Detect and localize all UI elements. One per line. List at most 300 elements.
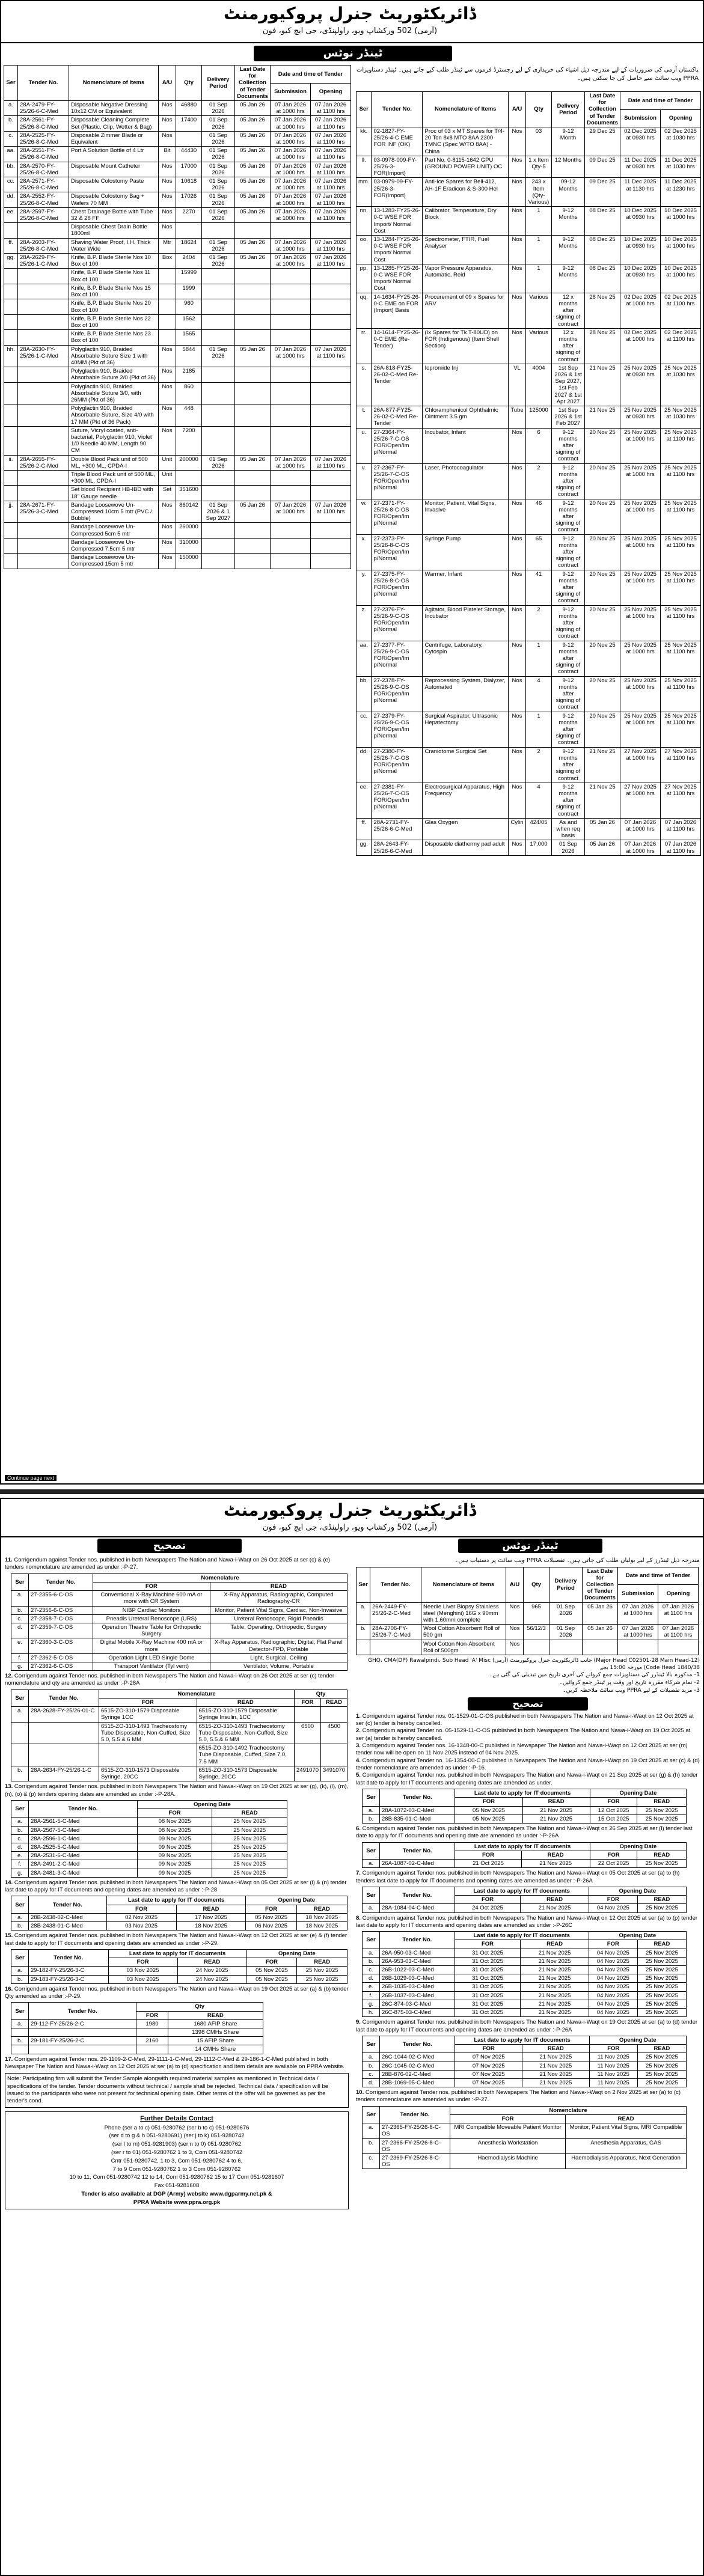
qty-cell: 1562 (176, 314, 202, 329)
opening-cell (311, 284, 351, 299)
corr-13: 13. Corrigendum against Tender nos. published in both Newspapers The Nation and Nawa-i-Waqt on 19 Oct 2025 at ser (g), (k), (l), (m), (n), (o) & (p) tenders opening dates are amended as under :-P-28A. (5, 1783, 349, 1798)
last-date-cell: 05 Jan 26 (235, 147, 271, 162)
header-cell: Nomenclature of Items (421, 1567, 506, 1602)
open-for-cell: 11 Nov 2025 (589, 2070, 637, 2078)
opening-cell (658, 1640, 699, 1655)
header-cell: Ser (363, 1842, 380, 1859)
item-cell: Suture, Vicryl coated, anti-bacterial, Polyglactin 910, Violet 1/0 Needle 40 MM, Length 90 CM (69, 426, 159, 455)
last-date-cell: 20 Nov 25 (585, 534, 620, 570)
open-read-cell: 25 Nov 2025 (637, 1904, 686, 1912)
corr-r2: 2. Corrigendum against Tender no. 05-1529-11-C-OS published in both Newspapers The Nation and Nawa-i-Waqt on 19 Oct 2025 at ser (a) tender is hereby cancelled. (356, 1727, 691, 1742)
submission-cell (271, 284, 311, 299)
item-cell: Vapor Pressure Apparatus, Automatic, Reid (423, 264, 509, 293)
header-cell: Tender No. (380, 2036, 455, 2053)
header-cell: Opening (658, 1585, 699, 1603)
submission-cell (271, 269, 311, 284)
delivery-cell: 9-12 months after signing of contract (552, 605, 585, 641)
open-read-cell: 25 Nov 2025 (637, 1814, 687, 1823)
table-row (357, 1640, 699, 1655)
open-read-cell: 25 Nov 2025 (637, 1949, 686, 1957)
au-cell: Nos (159, 345, 176, 367)
open-for-cell: 04 Nov 2025 (589, 1974, 637, 1983)
table-row (357, 712, 701, 747)
table-header-row (363, 1932, 687, 1940)
corr-r7: 7. Corrigendum against Tender nos. published in both Newspapers The Nation and Nawa-i-Waqt on 05 Oct 2025 at ser (a) to (h) tenders last date to apply for IT documents and opening dates are amended as under :-P-26A (356, 1870, 680, 1884)
opening-cell: 02 Dec 2025 at 1100 hrs (661, 328, 701, 364)
table-header-row (11, 1949, 347, 1958)
table-row (357, 747, 701, 783)
header-cell: FOR (455, 1798, 522, 1806)
open-for-cell: 04 Nov 2025 (589, 2000, 637, 2008)
ld-for-cell: 03 Nov 2025 (106, 1922, 176, 1930)
opening-cell: 27 Nov 2025 at 1100 hrs (661, 747, 701, 783)
qty-read-cell: 3491070 (321, 1766, 347, 1781)
last-date-cell (235, 538, 271, 553)
submission-cell (271, 382, 311, 404)
au-cell: Nos (159, 367, 176, 382)
header-cell: Last date to apply for IT documents (455, 2036, 589, 2044)
qty-cell (524, 1640, 549, 1655)
tender-no-cell: 02-1827-FY-25/26-4-C EME FOR INF (OK) (372, 127, 423, 156)
ser-cell: c. (4, 131, 18, 146)
table-row (363, 2053, 687, 2062)
submission-cell: 02 Dec 2025 at 0930 hrs (620, 127, 661, 156)
table-row (363, 1957, 687, 1965)
qty-cell: 2 (526, 605, 552, 641)
header-cell: Delivery Period (549, 1567, 583, 1602)
header-cell: FOR (455, 1896, 521, 1904)
qty-cell: 860142 (176, 501, 202, 523)
au-cell: Nos (509, 534, 526, 570)
table-row (11, 2037, 263, 2045)
tender-no-cell: 28A-1084-04-C-Med (380, 1904, 455, 1912)
ser-cell (4, 470, 18, 485)
tender-no-cell: 28A-2671-FY-25/26-3-C-Med (18, 501, 69, 523)
tender-no-cell: 28A-2596-1-C-Med (29, 1834, 138, 1843)
qty-cell: 1 x Item Qty-5 (526, 156, 552, 178)
ser-cell (11, 1722, 29, 1744)
table-row (357, 676, 701, 712)
ld-read-cell: 21 Nov 2025 (521, 1860, 590, 1868)
qty-cell: 2270 (176, 207, 202, 222)
ser-cell: a. (11, 1591, 29, 1606)
for-cell: Digital Mobile X-Ray Machine 400 mA or more (93, 1638, 210, 1653)
last-date-cell: 21 Nov 25 (585, 406, 620, 428)
header-cell: Nomenclature (99, 1689, 295, 1698)
last-date-cell: 05 Jan 26 (235, 131, 271, 146)
tender-no-cell: 28A-2731-FY-25/26-6-C-Med (372, 818, 423, 840)
opening-cell: 07 Jan 2026 at 1100 hrs (311, 207, 351, 222)
last-date-cell: 08 Dec 25 (585, 264, 620, 293)
ser-cell: d. (363, 2078, 380, 2087)
table-row (363, 2000, 687, 2008)
header-cell: Delivery Period (552, 92, 585, 127)
read-cell: X-Ray Apparatus, Radiographic, Digital, Flat Panel Detector-FPD, Portable (210, 1638, 347, 1653)
header-cell: Submission (618, 1585, 658, 1603)
au-cell (159, 314, 176, 329)
table-row (4, 382, 351, 404)
qty-cell: 4 (526, 783, 552, 818)
for-cell: 09 Nov 2025 (137, 1852, 212, 1860)
header-cell: FOR (93, 1582, 210, 1590)
tender-no-cell: 28A-2603-FY-25/26-8-C-Med (18, 238, 69, 253)
qty-cell: 6 (526, 428, 552, 463)
au-cell: Nos (509, 463, 526, 499)
qty-cell: 310000 (176, 538, 202, 553)
header-cell: Opening Date (590, 1789, 686, 1798)
header-cell: FOR (246, 1905, 296, 1913)
table-row (11, 1852, 287, 1860)
last-date-cell (235, 486, 271, 501)
header-cell: Last date to apply for IT documents (455, 1932, 589, 1940)
qty-read-cell (321, 1744, 347, 1766)
tender-no-cell (29, 2028, 136, 2037)
qty-cell: 5844 (176, 345, 202, 367)
table-row (363, 2078, 687, 2087)
ser-cell: e. (11, 1638, 29, 1653)
header-cell: FOR (589, 1896, 637, 1904)
ser-cell (4, 299, 18, 314)
qty-for-cell: 6500 (295, 1722, 321, 1744)
submission-cell (271, 470, 311, 485)
tender-no-cell: 03-0978-009-FY-25/26-3-FOR(Import) (372, 156, 423, 178)
au-cell: Nos (159, 404, 176, 427)
ser-cell: f. (11, 1653, 29, 1662)
submission-cell: 07 Jan 2026 at 1000 hrs (271, 345, 311, 367)
submission-cell: 25 Nov 2025 at 1000 hrs (620, 676, 661, 712)
ld-read-cell: 17 Nov 2025 (176, 1913, 246, 1921)
qty-cell: 448 (176, 404, 202, 427)
header-cell: READ (321, 1699, 347, 1707)
tender-no-cell (18, 367, 69, 382)
opening-cell (311, 554, 351, 569)
corr-r1: 1. Corrigendum against Tender nos. 01-1529-01-C-OS published in both Newspapers The Nation and Nawa-i-Waqt on 12 Oct 2025 at ser (c) tender is hereby cancelled. (356, 1712, 694, 1727)
ser-cell (11, 1744, 29, 1766)
last-date-cell (235, 470, 271, 485)
header-cell: Qty (136, 2003, 263, 2011)
opening-cell: 07 Jan 2026 at 1100 hrs (311, 238, 351, 253)
header-cell: Last date to apply for IT documents (455, 1789, 590, 1798)
delivery-cell: 01 Sep 2026 (202, 192, 235, 207)
table-row (363, 1974, 687, 1983)
tender-no-cell: 27-2355-6-C-OS (29, 1591, 93, 1606)
last-date-cell: 05 Jan 26 (235, 501, 271, 523)
ser-cell: b. (11, 1606, 29, 1614)
qty-cell: 1565 (176, 330, 202, 345)
qty-cell: 44430 (176, 147, 202, 162)
ad1-banner: ٹینڈر نوٹس (254, 46, 452, 61)
ld-for-cell: 02 Nov 2025 (106, 1913, 176, 1921)
delivery-cell (202, 284, 235, 299)
delivery-cell: 9-12 Month (552, 127, 585, 156)
header-cell: Opening Date (590, 1842, 686, 1851)
delivery-cell: 09-12 Months (552, 178, 585, 207)
submission-cell: 25 Nov 2025 at 0930 hrs (620, 406, 661, 428)
tender-no-cell: 14-1634-FY25-26-0-C EME on FOR (Import) Basis (372, 293, 423, 328)
header-cell: FOR (590, 1798, 637, 1806)
open-read-cell: 25 Nov 2025 (297, 1975, 347, 1983)
last-date-cell: 20 Nov 25 (585, 641, 620, 676)
tender-no-cell: 29-181-FY-25/26-2-C (29, 2037, 136, 2045)
last-date-cell (583, 1640, 618, 1655)
read-cell: 6515-ZO-310-1492 Tracheostomy Tube Disposable, Cuffed, Size 7.0, 7.5 MM (197, 1744, 295, 1766)
tender-no-cell: 26A-877-FY25-26-02-C-Med Re-Tender (372, 406, 423, 428)
tender-no-cell (29, 1744, 99, 1766)
tender-no-cell: 26A-818-FY25-26-02-C-Med Re-Tender (372, 364, 423, 406)
ld-for-cell: 03 Nov 2025 (108, 1975, 177, 1983)
nomenclature-table (11, 1573, 347, 1671)
for-cell: 6515-ZO-310-1493 Tracheostomy Tube Disposable, Non-Cuffed, Size 5.0, 5.5 & 6 MM (99, 1722, 197, 1744)
open-read-cell: 18 Nov 2025 (296, 1913, 347, 1921)
table-row (357, 236, 701, 264)
corr-table-5 (362, 1789, 687, 1824)
read-cell: Light, Surgical, Ceiling (210, 1653, 347, 1662)
ser-cell (4, 284, 18, 299)
urdu-line: 2- تمام شرکاء مقررہ تاریخ اور وقت پر ٹینڈر جمع کروائیں۔ (559, 1679, 700, 1686)
header-cell: Nomenclature (93, 1573, 347, 1582)
item-cell: Polyglactin 910, Braided Absorbable Suture 2/0 (Pkt of 36) (69, 367, 159, 382)
item-cell: Bandage Loosewove Un-Compressed 7.5cm 5 mtr (69, 538, 159, 553)
qty-cell (176, 131, 202, 146)
item-cell: Disposable Colostomy Paste (69, 177, 159, 192)
tender-no-cell: 26A-953-03-C-Med (380, 1957, 455, 1965)
tender-no-cell: 26A-1087-02-C-Med (380, 1860, 455, 1868)
header-cell: READ (177, 1958, 246, 1967)
qty-for-cell: 2491070 (295, 1766, 321, 1781)
table-header-row (11, 1800, 287, 1808)
au-cell: VL (509, 364, 526, 406)
opening-cell (311, 314, 351, 329)
qty-cell: 41 (526, 570, 552, 605)
tender-no-cell: 27-2378-FY-25/26-9-C-OS FOR/Open/Im p/Normal (372, 676, 423, 712)
opening-cell: 07 Jan 2026 at 1100 hrs (311, 501, 351, 523)
opening-cell: 07 Jan 2026 at 1100 hrs (311, 192, 351, 207)
ser-cell (4, 382, 18, 404)
tender-no-cell: 27-2366-FY-25/26-8-C-OS (380, 2138, 450, 2153)
table-row (363, 1949, 687, 1957)
item-cell: Procurement of 09 x Spares for ARV (423, 293, 509, 328)
table-row (4, 116, 351, 131)
opening-cell: 07 Jan 2026 at 1100 hrs (311, 116, 351, 131)
tender-no-cell: 28B-2438-01-C-Med (29, 1922, 107, 1930)
delivery-cell: 9-12 months after signing of contract (552, 463, 585, 499)
tender-no-cell: 27-2367-FY-25/26-7-C-OS FOR/Open/Im p/Normal (372, 463, 423, 499)
qty-cell: 4 (526, 676, 552, 712)
table-row (4, 486, 351, 501)
tender-no-cell: 29-182-FY-25/26-3-C (29, 1967, 109, 1975)
ser-cell: nn. (357, 207, 372, 236)
for-cell (99, 1744, 197, 1766)
table-row (363, 1904, 687, 1912)
ad2-tender-table (356, 1567, 699, 1655)
header-cell: Tender No. (370, 1567, 421, 1602)
header-cell: Date and time of Tender (618, 1567, 699, 1585)
tender-no-cell (18, 404, 69, 427)
last-date-cell (235, 367, 271, 382)
tender-no-cell: 28B-835-01-C-Med (380, 1814, 455, 1823)
au-cell: Nos (509, 264, 526, 293)
tender-no-cell: 14-1614-FY25-26-0-C EME (Re-Tender) (372, 328, 423, 364)
last-date-cell: 28 Nov 25 (585, 328, 620, 364)
ser-cell: b. (357, 1625, 370, 1640)
last-date-cell: 05 Jan 26 (585, 818, 620, 840)
opening-cell: 25 Nov 2025 at 1100 hrs (661, 676, 701, 712)
ser-cell: b. (363, 1814, 380, 1823)
ser-cell: z. (357, 605, 372, 641)
tender-no-cell: 27-2373-FY-25/26-8-C-OS FOR/Open/Im p/Normal (372, 534, 423, 570)
item-cell: Incubator, Infant (423, 428, 509, 463)
qty-cell: 424/05 (526, 818, 552, 840)
submission-cell: 27 Nov 2025 at 1000 hrs (620, 783, 661, 818)
item-cell: Polyglactin 910, Braided Absorbable Suture Size 1 with 40MM (Pkt of 36) (69, 345, 159, 367)
header-cell: Ser (363, 1887, 380, 1903)
header-cell: READ (637, 1896, 686, 1904)
ser-cell (4, 426, 18, 455)
header-cell: READ (168, 2011, 263, 2019)
for-cell: 2160 (136, 2037, 168, 2045)
opening-cell: 11 Dec 2025 at 1230 hrs (661, 178, 701, 207)
tender-no-cell: 27-2377-FY-25/26-9-C-OS FOR/Open/Im p/Normal (372, 641, 423, 676)
table-row (363, 2009, 687, 2017)
header-cell: Last Date for Collection of Tender Documents (235, 66, 271, 101)
tender-no-cell: 28A-2628-FY-25/26-01-C (29, 1707, 99, 1722)
ser-cell: aa. (4, 147, 18, 162)
table-row (4, 426, 351, 455)
header-cell: READ (637, 1940, 686, 1949)
submission-cell: 07 Jan 2026 at 1000 hrs (271, 207, 311, 222)
table-header-row (357, 1567, 699, 1585)
ad2-subtitle: (آرمی) 502 ورکشاپ ویو، راولپنڈی، جی ایچ کیو، فون (262, 1523, 438, 1532)
item-cell: Port A Solution Bottle of 4 Ltr (69, 147, 159, 162)
header-cell: FOR (108, 1958, 177, 1967)
tender-no-cell: 28B-876-02-C-Med (380, 2070, 455, 2078)
ser-cell (4, 523, 18, 538)
header-cell: Ser (357, 1567, 370, 1602)
delivery-cell (202, 538, 235, 553)
submission-cell: 25 Nov 2025 at 1000 hrs (620, 428, 661, 463)
tender-no-cell (18, 330, 69, 345)
header-cell: READ (212, 1809, 287, 1818)
qty-cell: 1 (526, 207, 552, 236)
delivery-cell (202, 523, 235, 538)
item-cell: Part No. 0-8115-1642 GPU (GROUND POWER UNIT) OC (423, 156, 509, 178)
open-for-cell: 11 Nov 2025 (589, 2078, 637, 2087)
delivery-cell (202, 314, 235, 329)
au-cell: Bit (159, 147, 176, 162)
opening-cell: 07 Jan 2026 at 1100 hrs (661, 840, 701, 855)
ser-cell: gg. (357, 840, 372, 855)
opening-cell (311, 426, 351, 455)
opening-cell: 02 Dec 2025 at 1100 hrs (661, 293, 701, 328)
au-cell: Nos (159, 523, 176, 538)
opening-cell (311, 269, 351, 284)
header-cell: Delivery Period (202, 66, 235, 101)
ser-cell: d. (11, 1623, 29, 1638)
ld-read-cell: 21 Nov 2025 (522, 1814, 590, 1823)
table-row (4, 223, 351, 238)
ser-cell: ff. (4, 238, 18, 253)
submission-cell: 02 Dec 2025 at 1000 hrs (620, 328, 661, 364)
ser-cell: b. (363, 2062, 380, 2070)
table-row (11, 1591, 347, 1606)
header-cell: Last date to apply for IT documents (108, 1949, 246, 1958)
qty-cell: 7200 (176, 426, 202, 455)
ld-for-cell: 05 Nov 2025 (455, 1814, 522, 1823)
ser-cell: a. (11, 1707, 29, 1722)
tender-no-cell: 26B-1037-03-C-Med (380, 1991, 455, 2000)
ser-cell: cc. (4, 177, 18, 192)
ser-cell (4, 269, 18, 284)
corr-r5: 5. Corrigendum against Tender nos. published in both Newspapers The Nation and Nawa-i-Waqt on 21 Sep 2025 at ser (g) & (h) tender last date to apply for IT documents and opening dates are amended as under. (356, 1772, 698, 1786)
corr-r3: 3. Corrigendum against Tender nos. 16-1348-00-C published in Newspaper The Nation and Nawa-i-Waqt on 12 Oct 2025 at ser (m) tender now will be open on 11 Nov 2025 instead of 04 Nov 2025. (356, 1742, 688, 1757)
read-cell: X-Ray Apparatus, Radiographic, Computed Radiography-CR (210, 1591, 347, 1606)
ld-read-cell: 24 Nov 2025 (177, 1975, 246, 1983)
submission-cell: 07 Jan 2026 at 1000 hrs (618, 1625, 658, 1640)
delivery-cell: 9-12 months after signing of contract (552, 641, 585, 676)
submission-cell (618, 1640, 658, 1655)
qty-table-16 (11, 2002, 263, 2054)
delivery-cell (202, 486, 235, 501)
ser-cell: b. (11, 1766, 29, 1781)
open-for-cell: 11 Nov 2025 (589, 2062, 637, 2070)
submission-cell (271, 223, 311, 238)
ser-cell: a. (363, 1949, 380, 1957)
ser-cell: h. (363, 2009, 380, 2017)
ser-cell: c. (11, 1834, 29, 1843)
open-for-cell: 11 Nov 2025 (589, 2053, 637, 2062)
header-cell: Ser (11, 1689, 29, 1706)
tender-no-cell: 26C-1045-02-C-Med (380, 2062, 455, 2070)
header-cell: Date and time of Tender (620, 92, 701, 110)
qty-cell: 4004 (526, 364, 552, 406)
header-cell: Tender No. (372, 92, 423, 127)
tender-no-cell: 26C-1044-02-C-Med (380, 2053, 455, 2062)
open-read-cell: 25 Nov 2025 (637, 1957, 686, 1965)
table-row (11, 1913, 347, 1921)
tender-no-cell: 28A-2525-5-C-Med (29, 1843, 138, 1851)
qty-read-cell (321, 1707, 347, 1722)
table-row (4, 207, 351, 222)
header-cell: Opening Date (589, 1887, 686, 1895)
ser-cell: b. (4, 116, 18, 131)
au-cell: Nos (506, 1640, 524, 1655)
ad2-banner-right: ٹینڈر نوٹس (458, 1539, 602, 1553)
item-cell: Chest Drainage Bottle with Tube 32 & 28 FF (69, 207, 159, 222)
ser-cell: aa. (357, 641, 372, 676)
table-row (4, 501, 351, 523)
ser-cell: jj. (4, 501, 18, 523)
header-cell: Tender No. (380, 2106, 450, 2123)
last-date-table-15 (11, 1949, 347, 1984)
tender-no-cell: 28A-2491-2-C-Med (29, 1860, 138, 1869)
last-date-cell: 05 Jan 26 (235, 116, 271, 131)
read-cell: 25 Nov 2025 (212, 1834, 287, 1843)
website-line: Tender is also available at DGP (Army) website www.dgparmy.net.pk & (81, 2190, 272, 2197)
open-read-cell: 25 Nov 2025 (637, 1991, 686, 2000)
submission-cell: 25 Nov 2025 at 1000 hrs (620, 534, 661, 570)
header-cell: FOR (450, 2115, 566, 2123)
ad2-intro: مندرجہ ذیل ٹینڈرز کے لیے بولیاں طلب کی جاتی ہیں۔ تفصیلات PPRA ویب سائٹ پر دستیاب ہیں۔ (455, 1557, 700, 1564)
item-cell: Polyglactin 910, Braided Absorbable Suture 3/0, with 26MM (Pkt of 36) (69, 382, 159, 404)
submission-cell: 25 Nov 2025 at 1000 hrs (620, 463, 661, 499)
opening-cell: 07 Jan 2026 at 1100 hrs (311, 254, 351, 269)
for-cell: 08 Nov 2025 (137, 1818, 212, 1826)
header-cell: READ (522, 2045, 590, 2053)
ad2-left-column (5, 1557, 349, 2209)
ser-cell: a. (357, 1602, 370, 1625)
ser-cell: a. (363, 1904, 380, 1912)
qty-cell: 17026 (176, 192, 202, 207)
